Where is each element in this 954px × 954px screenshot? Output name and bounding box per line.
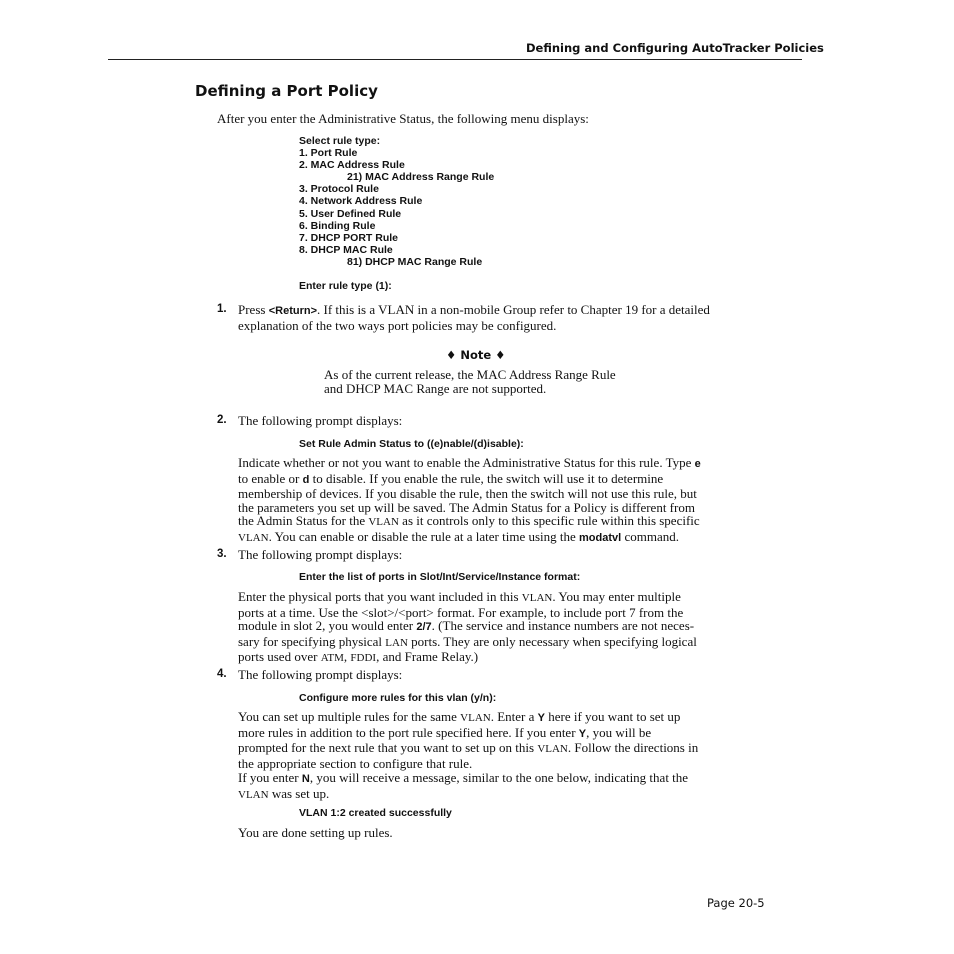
step-number: 2. xyxy=(217,414,227,426)
menu-line: 8. DHCP MAC Rule xyxy=(299,243,393,256)
rule-type-menu xyxy=(299,135,494,268)
step3-paragraph: Enter the physical ports that you want included in this VLAN. You may enter multiple ports at a time. Use the <slot>/<port> format. For example, to include port 7 from the module in slot 2, you would enter 2/7. (The service and instance numbers are not neces- sary for specifying physical LAN ports. They are only necessary when specifying logical ports used over ATM, FDDI, and Frame Relay.) xyxy=(238,589,697,664)
menu-line: Select rule type: xyxy=(299,135,381,147)
note-heading: ♦ Note ♦ xyxy=(446,348,506,362)
step2-intro: The following prompt displays: xyxy=(238,413,403,428)
step4-message-paragraph: If you enter N, you will receive a message, similar to the one below, indicating that the VLAN was set up. xyxy=(238,770,689,801)
menu-line: 2. MAC Address Rule xyxy=(299,159,405,172)
menu-line: 6. Binding Rule xyxy=(299,219,376,232)
menu-line: 21) MAC Address Range Rule xyxy=(347,171,495,184)
step-number: 1. xyxy=(217,303,227,315)
admin-status-prompt: Set Rule Admin Status to ((e)nable/(d)isable): xyxy=(299,438,524,450)
menu-line: 7. DHCP PORT Rule xyxy=(299,231,398,244)
menu-prompt: Enter rule type (1): xyxy=(299,280,392,292)
more-rules-prompt: Configure more rules for this vlan (y/n): xyxy=(299,692,497,704)
step4-paragraph: You can set up multiple rules for the same VLAN. Enter a Y here if you want to set up more rules in addition to the port rule specified here. If you enter Y, you will be prompted for the next rule that you want to set up on this VLAN. Follow the directions in the appropriate section to configure that rule. xyxy=(238,709,699,771)
header-rule xyxy=(108,59,802,60)
step-number: 4. xyxy=(217,668,227,680)
step1-paragraph: Press <Return>. If this is a VLAN in a non-mobile Group refer to Chapter 19 for a detailed explanation of the two ways port policies may be configured. xyxy=(238,302,710,333)
intro-paragraph: After you enter the Administrative Status, the following menu displays: xyxy=(217,111,589,126)
vlan-created-message: VLAN 1:2 created successfully xyxy=(299,807,452,819)
menu-line: 1. Port Rule xyxy=(299,147,358,160)
section-title: Defining a Port Policy xyxy=(195,82,378,100)
menu-line: 81) DHCP MAC Range Rule xyxy=(347,255,483,268)
menu-line: 5. User Defined Rule xyxy=(299,207,402,220)
step2-paragraph: Indicate whether or not you want to enable the Administrative Status for this rule. Type e to enable or d to disable. If you enable the rule, the switch will use it to determine membership of devices. If you disable the rule, then the switch will not use this rule, but the parameters you set up will be saved. The Admin Status for a Policy is different from the Admin Status for the VLAN as it controls only to this specific rule within this specific VLAN. You can enable or disable the rule at a later time using the modatvl command. xyxy=(238,455,701,544)
ports-prompt: Enter the list of ports in Slot/Int/Service/Instance format: xyxy=(299,571,581,583)
menu-line: 3. Protocol Rule xyxy=(299,183,379,196)
running-header: Defining and Configuring AutoTracker Policies xyxy=(526,41,824,55)
done-paragraph: You are done setting up rules. xyxy=(238,825,393,840)
menu-line: 4. Network Address Rule xyxy=(299,195,423,208)
step4-intro: The following prompt displays: xyxy=(238,667,403,682)
step3-intro: The following prompt displays: xyxy=(238,547,403,562)
note-body: As of the current release, the MAC Address Range Rule and DHCP MAC Range are not supported. xyxy=(324,367,616,396)
page-number: Page 20-5 xyxy=(707,896,765,910)
step-number: 3. xyxy=(217,548,227,560)
